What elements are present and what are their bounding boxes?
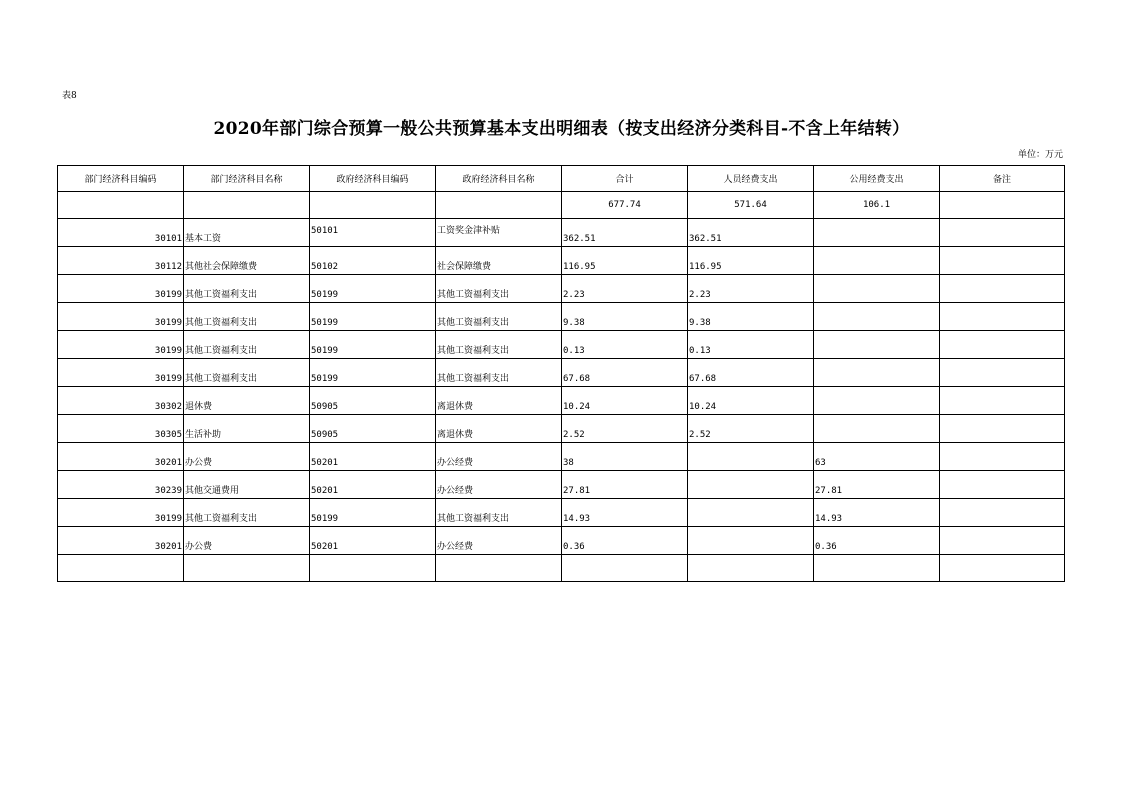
cell-remarks <box>940 331 1065 359</box>
cell-personnel-text: 116.95 <box>689 262 722 272</box>
cell-public <box>814 499 940 527</box>
cell-gov-code <box>310 415 436 443</box>
cell-dept-name <box>184 415 310 443</box>
cell-gov-code <box>310 443 436 471</box>
cell-public-text: 14.93 <box>815 514 843 524</box>
empty-cell <box>184 555 310 582</box>
cell-gov-code-text: 50199 <box>311 290 339 300</box>
cell-remarks <box>940 387 1065 415</box>
cell-personnel <box>688 527 814 555</box>
cell-total <box>562 443 688 471</box>
cell-personnel-text: 362.51 <box>689 234 722 244</box>
cell-dept-code-text: 30199 <box>154 346 182 356</box>
table-row <box>58 387 1065 415</box>
cell-personnel <box>688 499 814 527</box>
cell-dept-name-text: 其他工资福利支出 <box>185 290 258 300</box>
cell-dept-code-text: 30199 <box>154 318 182 328</box>
cell-gov-name <box>436 499 562 527</box>
cell-gov-name <box>436 471 562 499</box>
cell-gov-code-text: 50201 <box>311 542 339 552</box>
cell-gov-code <box>310 275 436 303</box>
cell-dept-code-text: 30199 <box>154 374 182 384</box>
cell-public <box>814 219 940 247</box>
cell-dept-name-text: 其他工资福利支出 <box>185 514 258 524</box>
cell-gov-name <box>436 247 562 275</box>
table-row <box>58 247 1065 275</box>
cell-dept-code <box>58 359 184 387</box>
table-row <box>58 359 1065 387</box>
cell-gov-code <box>310 499 436 527</box>
cell-dept-name <box>184 443 310 471</box>
header-personnel: 人员经费支出 <box>688 166 814 192</box>
table-row <box>58 331 1065 359</box>
cell-personnel-text: 0.13 <box>689 346 711 356</box>
cell-gov-code-text: 50199 <box>311 318 339 328</box>
cell-personnel <box>688 359 814 387</box>
cell-remarks <box>940 499 1065 527</box>
cell-gov-name <box>436 303 562 331</box>
cell-remarks <box>940 359 1065 387</box>
cell-dept-code <box>58 331 184 359</box>
cell-total-text: 10.24 <box>563 402 591 412</box>
totals-total: 677.74 <box>562 192 688 219</box>
cell-gov-name <box>436 415 562 443</box>
header-gov-code: 政府经济科目编码 <box>310 166 436 192</box>
cell-personnel <box>688 303 814 331</box>
cell-dept-code <box>58 527 184 555</box>
cell-public <box>814 303 940 331</box>
cell-total-text: 116.95 <box>563 262 596 272</box>
cell-public <box>814 527 940 555</box>
table-row <box>58 443 1065 471</box>
cell-gov-name-text: 其他工资福利支出 <box>437 514 510 524</box>
cell-public-text: 0.36 <box>815 542 837 552</box>
table-label: 表8 <box>62 91 77 101</box>
cell-remarks <box>940 471 1065 499</box>
cell-public <box>814 471 940 499</box>
cell-dept-code <box>58 303 184 331</box>
cell-personnel <box>688 471 814 499</box>
cell-total <box>562 471 688 499</box>
cell-personnel-text: 2.52 <box>689 430 711 440</box>
cell-personnel <box>688 275 814 303</box>
header-public: 公用经费支出 <box>814 166 940 192</box>
totals-cell-empty <box>184 192 310 219</box>
cell-public-text: 27.81 <box>815 486 843 496</box>
cell-public <box>814 247 940 275</box>
empty-row <box>58 555 1065 582</box>
cell-dept-code-text: 30201 <box>154 458 182 468</box>
cell-gov-name <box>436 331 562 359</box>
cell-total <box>562 247 688 275</box>
cell-dept-name-text: 退休费 <box>185 402 213 412</box>
header-dept-name: 部门经济科目名称 <box>184 166 310 192</box>
cell-dept-code <box>58 443 184 471</box>
page-title: 2020年部门综合预算一般公共预算基本支出明细表（按支出经济分类科目-不含上年结转） <box>213 119 910 139</box>
cell-gov-code <box>310 247 436 275</box>
cell-gov-name-text: 其他工资福利支出 <box>437 346 510 356</box>
cell-dept-code <box>58 499 184 527</box>
table-row <box>58 275 1065 303</box>
cell-gov-code-text: 50102 <box>311 262 339 272</box>
cell-dept-name <box>184 219 310 247</box>
cell-gov-name <box>436 219 562 247</box>
cell-gov-code <box>310 219 436 247</box>
cell-total <box>562 359 688 387</box>
cell-public <box>814 415 940 443</box>
cell-personnel <box>688 387 814 415</box>
cell-gov-code-text: 50199 <box>311 374 339 384</box>
cell-dept-name <box>184 527 310 555</box>
cell-gov-code-text: 50905 <box>311 402 339 412</box>
cell-total <box>562 387 688 415</box>
cell-dept-code <box>58 275 184 303</box>
cell-remarks <box>940 219 1065 247</box>
cell-remarks <box>940 247 1065 275</box>
cell-dept-name <box>184 471 310 499</box>
cell-dept-code <box>58 415 184 443</box>
cell-total-text: 362.51 <box>563 234 596 244</box>
cell-gov-name <box>436 527 562 555</box>
table-row <box>58 303 1065 331</box>
cell-total <box>562 527 688 555</box>
cell-total-text: 2.23 <box>563 290 585 300</box>
empty-cell <box>436 555 562 582</box>
cell-dept-name <box>184 303 310 331</box>
cell-dept-code <box>58 471 184 499</box>
cell-total-text: 14.93 <box>563 514 591 524</box>
empty-cell <box>940 555 1065 582</box>
header-remarks: 备注 <box>940 166 1065 192</box>
cell-dept-name-text: 生活补助 <box>185 430 222 440</box>
cell-dept-code-text: 30199 <box>154 514 182 524</box>
cell-personnel <box>688 415 814 443</box>
cell-gov-name-text: 工资奖金津补贴 <box>437 226 501 236</box>
cell-dept-name-text: 办公费 <box>185 458 213 468</box>
header-dept-code: 部门经济科目编码 <box>58 166 184 192</box>
empty-cell <box>310 555 436 582</box>
cell-personnel <box>688 247 814 275</box>
cell-total <box>562 303 688 331</box>
cell-personnel <box>688 443 814 471</box>
cell-gov-code-text: 50199 <box>311 346 339 356</box>
cell-remarks <box>940 415 1065 443</box>
cell-gov-code <box>310 359 436 387</box>
cell-personnel-text: 2.23 <box>689 290 711 300</box>
cell-remarks <box>940 443 1065 471</box>
cell-gov-name-text: 其他工资福利支出 <box>437 318 510 328</box>
cell-gov-code-text: 50201 <box>311 486 339 496</box>
cell-public <box>814 443 940 471</box>
cell-dept-name-text: 其他工资福利支出 <box>185 318 258 328</box>
cell-gov-name-text: 离退休费 <box>437 430 474 440</box>
cell-total-text: 0.36 <box>563 542 585 552</box>
budget-table <box>57 165 1065 582</box>
cell-gov-code <box>310 331 436 359</box>
cell-dept-name-text: 其他交通费用 <box>185 486 240 496</box>
empty-cell <box>562 555 688 582</box>
cell-dept-name <box>184 387 310 415</box>
cell-dept-code <box>58 247 184 275</box>
unit-label: 单位：万元 <box>1017 150 1063 160</box>
cell-total-text: 0.13 <box>563 346 585 356</box>
cell-dept-name <box>184 331 310 359</box>
totals-public: 106.1 <box>814 192 940 219</box>
cell-gov-name-text: 办公经费 <box>437 458 474 468</box>
empty-cell <box>814 555 940 582</box>
cell-public <box>814 359 940 387</box>
cell-dept-code-text: 30239 <box>154 486 182 496</box>
cell-public-text: 63 <box>815 458 826 468</box>
cell-total-text: 2.52 <box>563 430 585 440</box>
totals-remarks <box>940 192 1065 219</box>
cell-gov-code <box>310 527 436 555</box>
cell-total <box>562 219 688 247</box>
cell-public <box>814 331 940 359</box>
cell-personnel-text: 67.68 <box>689 374 717 384</box>
cell-dept-code-text: 30305 <box>154 430 182 440</box>
cell-personnel-text: 10.24 <box>689 402 717 412</box>
cell-dept-name-text: 基本工资 <box>185 234 222 244</box>
table-row <box>58 527 1065 555</box>
cell-dept-code-text: 30201 <box>154 542 182 552</box>
totals-row <box>58 192 1065 219</box>
totals-cell-empty <box>310 192 436 219</box>
header-row <box>58 166 1065 192</box>
table-row <box>58 499 1065 527</box>
cell-gov-name-text: 办公经费 <box>437 542 474 552</box>
cell-dept-code-text: 30302 <box>154 402 182 412</box>
cell-personnel-text: 9.38 <box>689 318 711 328</box>
cell-gov-code-text: 50905 <box>311 430 339 440</box>
cell-gov-name <box>436 359 562 387</box>
cell-dept-name <box>184 275 310 303</box>
cell-total-text: 27.81 <box>563 486 591 496</box>
cell-dept-name <box>184 247 310 275</box>
cell-gov-code <box>310 387 436 415</box>
header-total: 合计 <box>562 166 688 192</box>
cell-personnel <box>688 219 814 247</box>
cell-gov-code-text: 50201 <box>311 458 339 468</box>
cell-personnel <box>688 331 814 359</box>
cell-dept-code-text: 30101 <box>154 234 182 244</box>
header-gov-name: 政府经济科目名称 <box>436 166 562 192</box>
cell-dept-name-text: 其他社会保障缴费 <box>185 262 258 272</box>
cell-public <box>814 387 940 415</box>
cell-remarks <box>940 303 1065 331</box>
cell-total <box>562 499 688 527</box>
table-row <box>58 471 1065 499</box>
cell-gov-name <box>436 443 562 471</box>
totals-personnel: 571.64 <box>688 192 814 219</box>
cell-gov-name <box>436 275 562 303</box>
cell-total-text: 67.68 <box>563 374 591 384</box>
cell-dept-name-text: 其他工资福利支出 <box>185 374 258 384</box>
cell-dept-name <box>184 359 310 387</box>
cell-gov-name-text: 离退休费 <box>437 402 474 412</box>
cell-total <box>562 331 688 359</box>
cell-dept-code-text: 30199 <box>154 290 182 300</box>
cell-gov-code-text: 50199 <box>311 514 339 524</box>
cell-remarks <box>940 527 1065 555</box>
cell-gov-name-text: 社会保障缴费 <box>437 262 492 272</box>
cell-gov-name-text: 办公经费 <box>437 486 474 496</box>
cell-gov-code-text: 50101 <box>311 226 339 236</box>
cell-total <box>562 275 688 303</box>
cell-gov-name-text: 其他工资福利支出 <box>437 374 510 384</box>
cell-dept-name-text: 办公费 <box>185 542 213 552</box>
cell-gov-name <box>436 387 562 415</box>
totals-cell-empty <box>436 192 562 219</box>
table-row <box>58 219 1065 247</box>
table-row <box>58 415 1065 443</box>
cell-total-text: 38 <box>563 458 574 468</box>
cell-public <box>814 275 940 303</box>
empty-cell <box>58 555 184 582</box>
cell-gov-code <box>310 303 436 331</box>
cell-total-text: 9.38 <box>563 318 585 328</box>
cell-dept-code-text: 30112 <box>154 262 182 272</box>
empty-cell <box>688 555 814 582</box>
cell-dept-name-text: 其他工资福利支出 <box>185 346 258 356</box>
cell-total <box>562 415 688 443</box>
cell-dept-code <box>58 219 184 247</box>
cell-gov-code <box>310 471 436 499</box>
totals-cell-empty <box>58 192 184 219</box>
cell-dept-code <box>58 387 184 415</box>
cell-gov-name-text: 其他工资福利支出 <box>437 290 510 300</box>
cell-remarks <box>940 275 1065 303</box>
cell-dept-name <box>184 499 310 527</box>
